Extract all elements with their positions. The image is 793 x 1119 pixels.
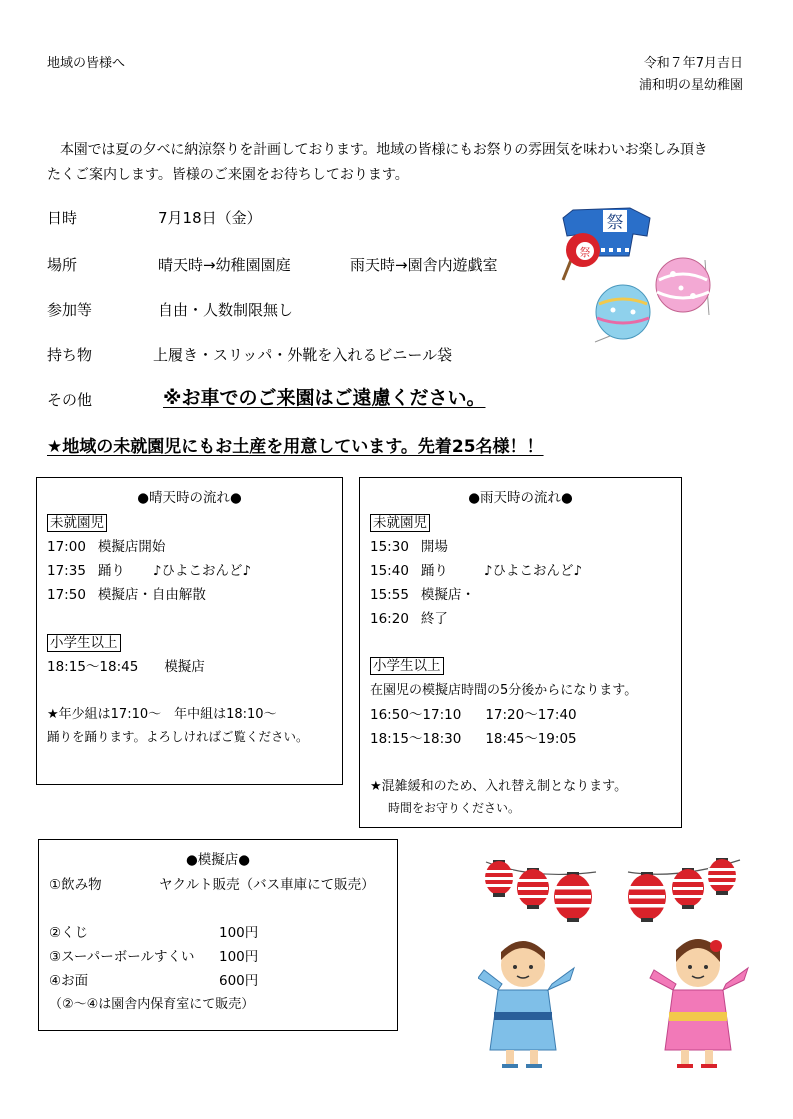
happi-mark: 祭 [606, 213, 624, 233]
stall-name: ③スーパーボールすくい [49, 949, 195, 965]
boy-in-yukata-icon [478, 941, 574, 1068]
sender-name: 浦和明の星幼稚園 [638, 78, 743, 93]
stall-price: 600円 [219, 973, 259, 989]
rainy-note-2: 時間をお守りください。 [388, 801, 521, 815]
stall-name: ①飲み物 [49, 877, 102, 893]
date-value: 7月18日（金） [158, 209, 262, 227]
stall-price: 100円 [219, 949, 259, 965]
row-time: 18:15～18:45 [47, 659, 139, 675]
lantern-icon [672, 868, 704, 909]
row-event: 開場 [420, 539, 448, 555]
time-slot: 17:20～17:40 [485, 707, 577, 723]
table-row [370, 535, 448, 555]
stall-name: ②くじ [49, 925, 89, 941]
girl-in-yukata-icon [650, 939, 748, 1068]
list-item [49, 873, 102, 893]
table-row [47, 559, 251, 579]
stall-detail: ヤクルト販売（バス車庫にて販売） [159, 877, 375, 893]
fan-icon [563, 233, 600, 280]
sunny-note-2: 踊りを踊ります。よろしければご覧ください。 [47, 729, 309, 744]
row-event: 模擬店開始 [97, 539, 166, 555]
time-slot: 18:15～18:30 [370, 731, 462, 747]
row-time: 15:30 [370, 539, 409, 555]
time-slot: 18:45～19:05 [485, 731, 577, 747]
rainy-title: ●雨天時の流れ● [468, 490, 573, 506]
participation-label: 参加等 [47, 301, 93, 319]
addressee: 地域の皆様へ [47, 56, 126, 71]
time-slot: 16:50～17:10 [370, 707, 462, 723]
row-event: 模擬店・ [420, 587, 475, 603]
row-time: 17:00 [47, 539, 86, 555]
table-row [47, 535, 165, 555]
row-time: 17:50 [47, 587, 86, 603]
row-event: 模擬店・自由解散 [97, 587, 206, 603]
stall-name: ④お面 [49, 973, 89, 989]
intro-line-1: 本園では夏の夕べに納涼祭りを計画しております。地域の皆様にもお祭りの雰囲気を味わいお楽しみ頂き [60, 142, 708, 158]
sunny-schedule-box [36, 477, 343, 785]
date-label: 日時 [47, 209, 78, 227]
table-row [370, 703, 577, 723]
festival-illustration [555, 200, 725, 345]
sunny-section-elementary: 小学生以上 [47, 634, 121, 652]
row-event: 踊り [97, 563, 125, 579]
lantern-icon [485, 860, 513, 897]
fan-mark: 祭 [579, 246, 591, 259]
lantern-icon [628, 872, 666, 922]
rainy-elementary-intro: 在園児の模擬店時間の5分後からになります。 [370, 683, 638, 698]
place-sunny: 晴天時→幼稚園園庭 [158, 256, 291, 274]
participation-value: 自由・人数制限無し [158, 301, 294, 319]
row-time: 15:55 [370, 587, 409, 603]
row-event: 模擬店 [164, 659, 205, 675]
rainy-schedule-box [359, 477, 682, 828]
row-event: 踊り [420, 563, 448, 579]
table-row [47, 655, 205, 675]
stalls-box [38, 839, 398, 1031]
place-rainy: 雨天時→園舎内遊戯室 [350, 256, 498, 274]
row-extra: ♪ひよこおんど♪ [152, 563, 252, 579]
table-row [370, 559, 582, 579]
intro-line-2: たくご案内します。皆様のご来園をお待ちしております。 [47, 167, 409, 183]
row-event: 終了 [420, 611, 448, 627]
stalls-footnote: （②～④は園舎内保育室にて販売） [49, 997, 255, 1012]
other-label: その他 [47, 391, 93, 409]
sunny-section-preschool: 未就園児 [47, 514, 107, 532]
lanterns-children-illustration [478, 850, 753, 1075]
stall-price: 100円 [219, 925, 259, 941]
belongings-label: 持ち物 [47, 346, 93, 364]
rainy-section-elementary: 小学生以上 [370, 657, 444, 675]
blue-water-balloon-icon [595, 285, 650, 342]
lantern-icon [708, 858, 736, 895]
row-extra: ♪ひよこおんど♪ [483, 563, 583, 579]
sunny-title: ●晴天時の流れ● [137, 490, 242, 506]
parking-notice: ※お車でのご来園はご遠慮ください。 [163, 387, 486, 409]
row-time: 16:20 [370, 611, 409, 627]
belongings-value: 上履き・スリッパ・外靴を入れるビニール袋 [153, 346, 453, 364]
stalls-title: ●模擬店● [185, 852, 251, 868]
rainy-section-preschool: 未就園児 [370, 514, 430, 532]
gift-notice: ★地域の未就園児にもお土産を用意しています。先着25名様！！ [47, 437, 544, 457]
table-row [370, 607, 448, 627]
issue-date: 令和７年7月吉日 [643, 56, 743, 71]
row-time: 15:40 [370, 563, 409, 579]
table-row [370, 727, 577, 747]
lantern-icon [554, 872, 592, 922]
rainy-note-1: ★混雑緩和のため、入れ替え制となります。 [370, 779, 628, 794]
table-row [47, 583, 206, 603]
pink-water-balloon-icon [656, 258, 710, 315]
table-row [370, 583, 475, 603]
sunny-note-1: ★年少組は17:10～ 年中組は18:10～ [47, 707, 277, 722]
row-time: 17:35 [47, 563, 86, 579]
place-label: 場所 [47, 256, 78, 274]
